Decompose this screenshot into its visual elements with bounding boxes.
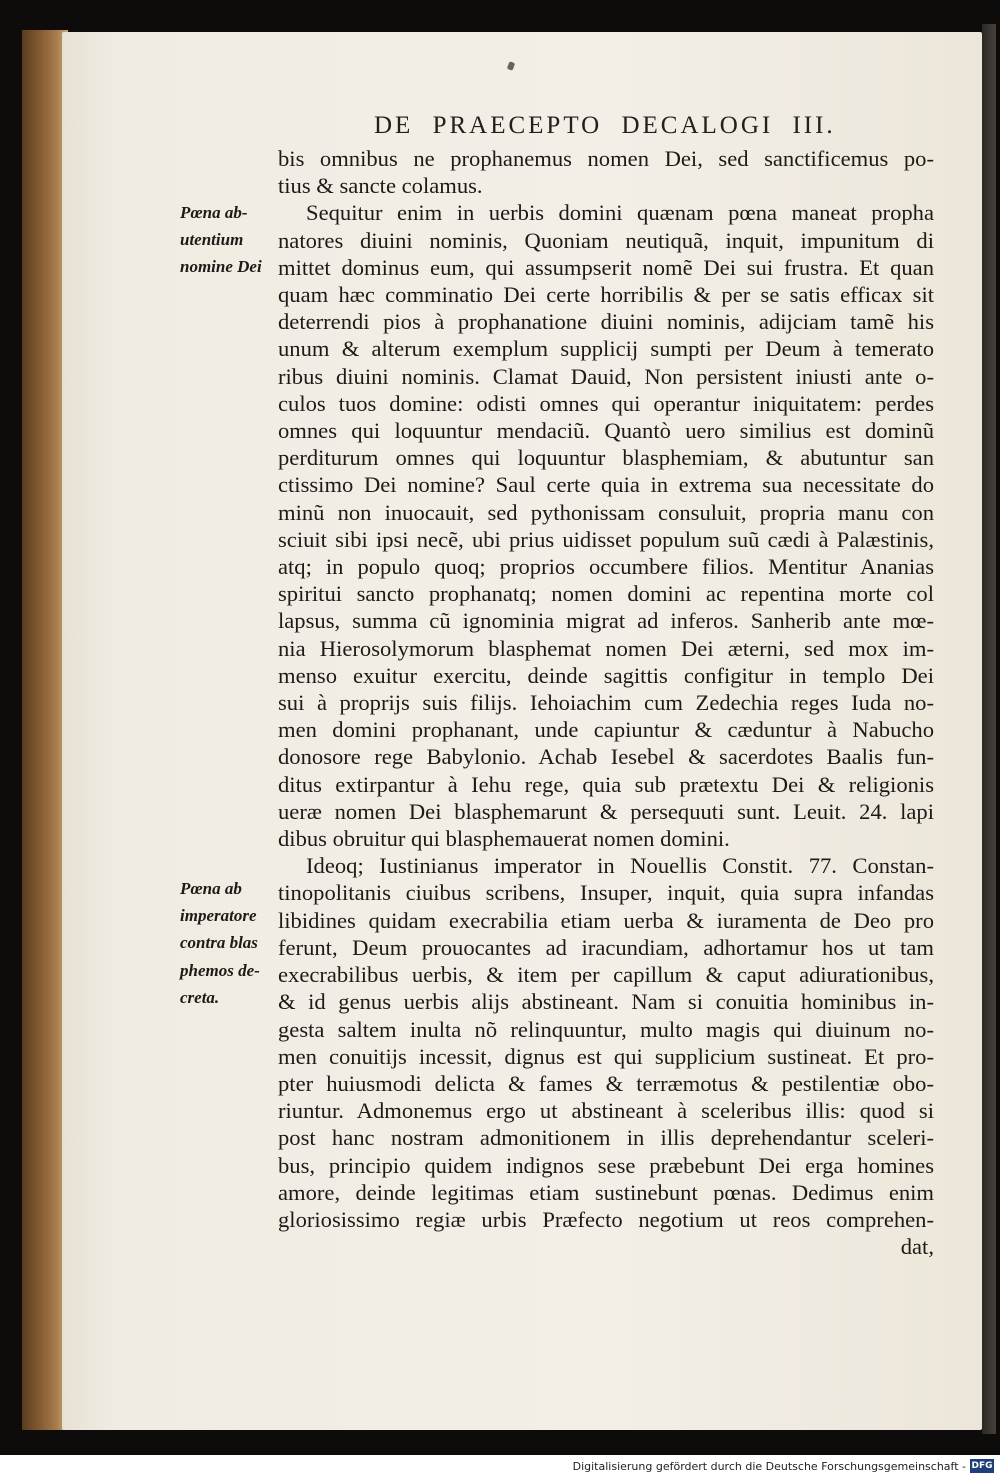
text-line: perditurum omnes qui loquuntur blasphemiam, & abutuntur san [278,445,934,471]
text-line: unum & alterum exemplum supplicij sumpti per Deum à temerato [278,336,934,362]
text-line: pter huiusmodi delicta & fames & terræmotus & pestilentiæ obo- [278,1070,934,1096]
text-line: Sequitur enim in uerbis domini quænam pœna maneat propha [306,200,934,226]
text-line: tius & sancte colamus. [278,173,483,199]
text-line: bus, principio quidem indignos sese præbebunt Dei erga homines [278,1152,934,1178]
text-line: ueræ nomen Dei blasphemarunt & persequuti sunt. Leuit. 24. lapi [278,798,934,824]
text-line: execrabilibus uerbis, & item per capillum & caput adiurationibus, [278,962,934,988]
text-line: men conuitijs incessit, dignus est qui supplicium sustineat. Et pro- [278,1043,934,1069]
ink-mark [507,61,515,71]
margin-note-line: Pœna ab- [180,203,248,222]
text-line: gesta saltem inulta nõ relinquuntur, multo magis qui diuinum no- [278,1016,934,1042]
book-page [62,32,982,1430]
text-line: & id genus uerbis alijs abstineant. Nam si conuitia hominibus in- [278,989,934,1015]
margin-note-pena-abutentium [180,199,280,281]
text-line: ditus extirpantur à Iehu rege, quia sub prætextu Dei & religionis [278,771,934,797]
text-line: menso exuitur exercitu, deinde sagittis configitur in templo Dei [278,662,934,688]
running-head: DE PRAECEPTO DECALOGI III. [374,112,836,139]
funding-credit: Digitalisierung gefördert durch die Deutsche Forschungsgemeinschaft - [572,1460,966,1473]
text-line: gloriosissimo regiæ urbis Præfecto negotium ut reos comprehen- [278,1206,934,1232]
text-line: quam hæc comminatio Dei certe horribilis & per se satis efficax sit [278,282,934,308]
text-line: nia Hierosolymorum blasphemat nomen Dei æterni, sed mox im- [278,635,934,661]
text-line: natores diuini nominis, Quoniam neutiquã, inquit, impunitum di [278,227,934,253]
text-line: ribus diuini nominis. Clamat Dauid, Non persistent iniusti ante o- [278,363,934,389]
text-line: sui à proprijs suis filijs. Iehoiachim cum Zedechia reges Iuda no- [278,690,934,716]
text-line: bis omnibus ne prophanemus nomen Dei, sed sanctificemus po- [278,146,934,171]
dfg-logo: DFG [971,1461,993,1471]
margin-note-line: contra blas [180,933,258,953]
text-line: culos tuos domine: odisti omnes qui operantur iniquitatem: perdes [278,390,934,416]
text-line: atq; in populo quoq; proprios occumbere filios. Mentitur Ananias [278,554,934,580]
text-line: donosore rege Babylonio. Achab Iesebel & sacerdotes Baalis fun- [278,744,934,770]
margin-note-pena-imperatore [180,875,280,1011]
text-line: sciuit sibi ipsi necẽ, ubi prius uidisset populum suũ cædi à Palæstinis, [278,526,934,552]
text-line: men domini prophanant, unde capiuntur & cæduntur à Nabucho [278,717,934,743]
text-line: omnes qui loquuntur mendaciũ. Quantò uero similius est dominũ [278,418,934,444]
page-stack-edge [982,24,996,1434]
margin-note-line: imperatore [180,906,257,926]
text-line: amore, deinde legitimas etiam sustinebunt pœnas. Dedimus enim [278,1179,934,1205]
text-line: riuntur. Admonemus ergo ut abstineant à sceleribus illis: quod si [278,1098,934,1124]
text-line: lapsus, summa cũ ignominia migrat ad inferos. Sanherib ante mœ- [278,608,934,634]
margin-note-line: utentium [180,230,244,250]
text-line: ctissimo Dei nomine? Saul certe quia in extrema sua necessitate do [278,472,934,498]
text-line: dibus obruitur qui blasphemauerat nomen domini. [278,826,730,852]
text-line: minũ non inuocauit, sed pythonissam consuluit, propria manu con [278,499,934,525]
margin-note-line: Pœna ab [180,879,242,898]
text-line: deterrendi pios à prophanatione diuini nominis, adijciam tamẽ his [278,309,934,335]
text-line: tinopolitanis ciuibus scribens, Insuper, inquit, quia supra infandas [278,880,934,906]
text-line: post hanc nostram admonitionem in illis deprehendantur sceleri- [278,1125,934,1151]
margin-note-line: creta. [180,987,220,1007]
margin-note-line: nomine Dei [180,257,262,277]
text-line: libidines quidam execrabilia etiam uerba & iuramenta de Deo pro [278,907,934,933]
page-text-block [62,32,982,1430]
text-line: ferunt, Deum prouocantes ad iracundiam, adhortamur hos ut tam [278,934,934,960]
body-text [278,145,934,1260]
margin-note-line: phemos de- [180,960,260,980]
text-line: mittet dominus eum, qui assumpserit nomẽ Dei sui frustra. Et quan [278,254,934,280]
text-line: Ideoq; Iustinianus imperator in Nouellis Constit. 77. Constan- [306,853,934,879]
text-line: spiritui sancto prophanatq; nomen domini ac repentina morte col [278,581,934,607]
catchword: dat, [900,1234,934,1260]
